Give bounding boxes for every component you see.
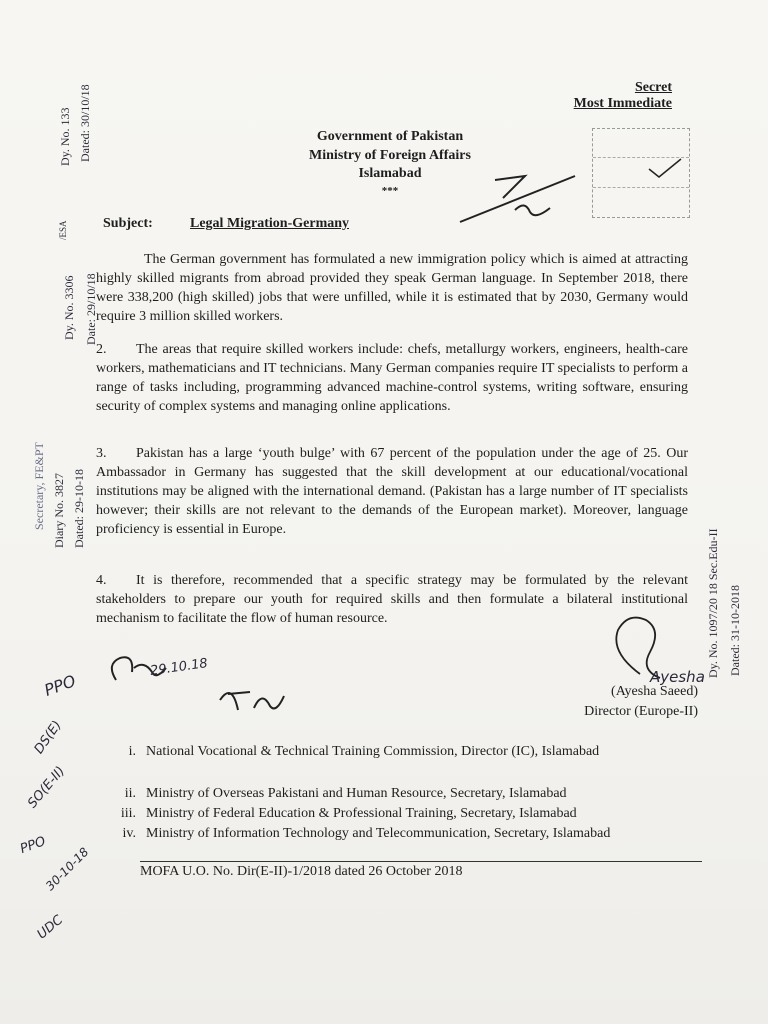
- receipt-stamp-box: [592, 128, 690, 218]
- handwritten-note: UDC: [34, 912, 67, 943]
- handwritten-note: PPO: [18, 834, 48, 857]
- paragraph-1-text: The German government has formulated a new immigration policy which is aimed at attracting highly skilled migrants from abroad provided they speak German language. In September 2018, there were 338,200 (high skilled) jobs that were unfilled, while it is estimated that by 2030, Germany would require 3 million skilled workers.: [96, 252, 688, 324]
- stamp-secretary-diary: Diary No. 3827: [52, 473, 66, 548]
- distribution-numeral: iv.: [122, 826, 136, 841]
- initials-scribble-icon: [455, 170, 585, 230]
- signatory-name: (Ayesha Saeed): [611, 684, 698, 699]
- distribution-numeral: i.: [128, 744, 136, 759]
- paragraph-4-text: It is therefore, recommended that a specific strategy may be formulated by the relevant stakeholders to prepare our youth for required skills and then formulate a bilateral institutional mechanism to facilitate the flow of human resource.: [96, 573, 688, 626]
- paragraph-3-number: 3.: [96, 446, 107, 461]
- handwritten-scribble-icon: [214, 680, 294, 720]
- stamp-secretary-label: Secretary, FE&PT: [32, 442, 46, 530]
- divider-line: [140, 861, 702, 862]
- handwritten-note: SO(E-II): [25, 763, 69, 812]
- distribution-text: Ministry of Federal Education & Professional Training, Secretary, Islamabad: [146, 806, 577, 821]
- classification-secret: Secret: [634, 80, 672, 95]
- distribution-text: Ministry of Information Technology and Telecommunication, Secretary, Islamabad: [146, 826, 611, 841]
- stamp-date-mid: Date: 29/10/18: [84, 273, 98, 345]
- stamp-diary-number-top: Dy. No. 133: [58, 107, 72, 166]
- stamp-dated-top: Dated: 30/10/18: [78, 84, 92, 162]
- check-mark-icon: [645, 157, 685, 181]
- paragraph-1: [96, 250, 688, 326]
- classification-priority: Most Immediate: [573, 96, 672, 111]
- distribution-item: [96, 742, 706, 780]
- stamp-mid-suffix: /ESA: [58, 220, 68, 240]
- stamp-secretary-dated: Dated: 29-10-18: [72, 469, 86, 548]
- paragraph-2-number: 2.: [96, 342, 107, 357]
- distribution-item: [96, 824, 706, 862]
- paragraph-3: [96, 444, 688, 539]
- header-ministry: Ministry of Foreign Affairs: [309, 148, 471, 163]
- handwritten-date: 30-10-18: [43, 844, 92, 894]
- handwritten-note: DS(E): [31, 718, 65, 757]
- header-stars: ***: [381, 185, 399, 197]
- subject-label: Subject:: [103, 216, 153, 231]
- distribution-text: Ministry of Overseas Pakistani and Human Resource, Secretary, Islamabad: [146, 786, 567, 801]
- distribution-numeral: iii.: [120, 806, 136, 821]
- paragraph-3-text: Pakistan has a large ‘youth bulge’ with 67 percent of the population under the age of 25. Our Ambassador in Germany has suggested that the skill development at our educational/vocational institutions may be aligned with the international demand. (Pakistan has a large number of IT specialists however; their skills are not relevant to the demands of the European market). Moreover, language proficiency is essential in Europe.: [96, 446, 688, 537]
- signatory-title: Director (Europe-II): [584, 704, 698, 719]
- subject-text: Legal Migration-Germany: [190, 216, 350, 231]
- signature-scrawl: Ayesha: [650, 668, 705, 686]
- handwritten-date: 29.10.18: [149, 656, 209, 679]
- distribution-item: [96, 804, 706, 823]
- distribution-numeral: ii.: [124, 786, 136, 801]
- header-government: Government of Pakistan: [316, 129, 464, 144]
- stamp-right-dated: Dated: 31-10-2018: [728, 585, 742, 676]
- paragraph-2-text: The areas that require skilled workers include: chefs, metallurgy workers, engineers, health-care workers, mathematicians and IT technicians. Many German companies require IT specialists to perform a range of tasks including, programming advanced machine-control systems, writing software, ensuring security of complex systems and managing online applications.: [96, 342, 688, 414]
- distribution-item: [96, 784, 706, 803]
- paragraph-4-number: 4.: [96, 573, 107, 588]
- distribution-text: National Vocational & Technical Training Commission, Director (IC), Islamabad: [146, 744, 600, 759]
- reference-number: MOFA U.O. No. Dir(E-II)-1/2018 dated 26 October 2018: [140, 864, 463, 879]
- header-city: Islamabad: [358, 166, 422, 181]
- stamp-diary-number-mid: Dy. No. 3306: [62, 275, 76, 340]
- paragraph-2: [96, 340, 688, 416]
- handwritten-note: PPO: [41, 671, 79, 700]
- stamp-right-diary-number: Dy. No. 1097/20 18 Sec.Edu-II: [706, 528, 720, 678]
